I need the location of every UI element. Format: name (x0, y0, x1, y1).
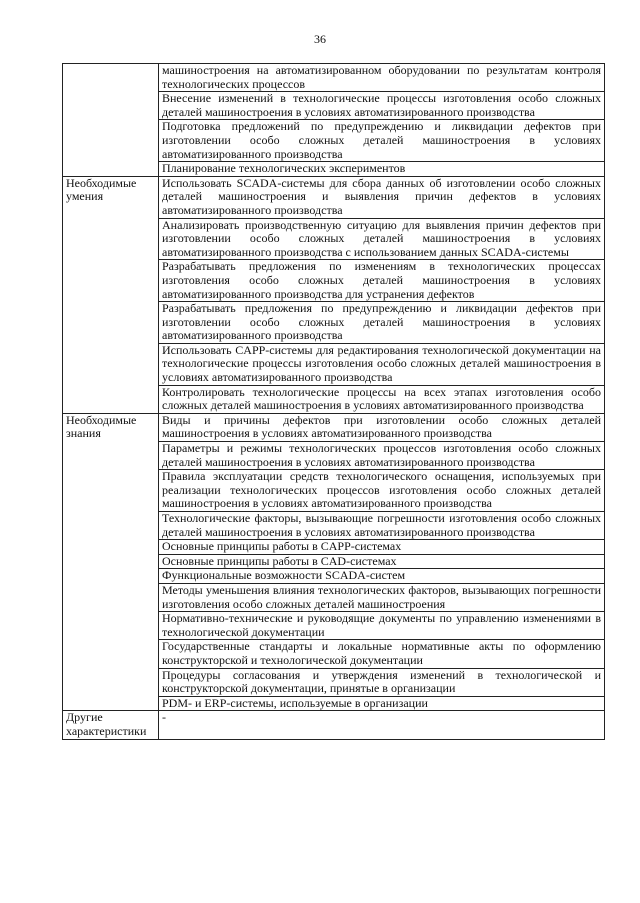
row-text: Подготовка предложений по предупреждению и ликвидации дефектов при изготовлении особо сложных деталей машиностроения в условиях автоматизированного производства (162, 119, 601, 161)
row-text: Разрабатывать предложения по предупреждению и ликвидации дефектов при изготовлении особо сложных деталей машиностроения в условиях автоматизированного производства (162, 301, 601, 343)
row-text: Правила эксплуатации средств технологического оснащения, используемых при реализации технологических процессов изготовления особо сложных деталей машиностроения в условиях автоматизированного производства (162, 469, 601, 511)
row-text-cell (159, 162, 605, 177)
page-number: 36 (314, 32, 326, 46)
table-row (63, 64, 605, 92)
row-text-cell (159, 385, 605, 413)
row-text: Параметры и режимы технологических процессов изготовления особо сложных деталей машиностроения в условиях автоматизированного производства (162, 441, 601, 469)
row-text-cell (159, 260, 605, 302)
row-text: Использовать SCADA-системы для сбора данных об изготовлении особо сложных деталей машиностроения и выявления причин дефектов в условиях автоматизированного производства (162, 175, 601, 217)
row-text: Анализировать производственную ситуацию для выявления причин дефектов при изготовлении особо сложных деталей машиностроения в условиях автоматизированного производства с использованием данных SCADA-системы (162, 217, 601, 259)
row-text: Нормативно-технические и руководящие документы по управлению изменениями в технологической документации (162, 611, 601, 639)
row-text: Функциональные возможности SCADA-систем (162, 568, 406, 583)
table-row (63, 176, 605, 218)
row-text-cell (159, 640, 605, 668)
row-text: Методы уменьшения влияния технологических факторов, вызывающих погрешности изготовления особо сложных деталей машиностроения (162, 582, 601, 611)
row-text-cell (159, 442, 605, 470)
row-label-cell (63, 176, 159, 413)
row-text-cell (159, 64, 605, 92)
row-text-cell (159, 668, 605, 696)
row-text-cell (159, 583, 605, 611)
row-label-cell (63, 64, 159, 177)
row-text-cell (159, 302, 605, 344)
row-text: Разрабатывать предложения по изменениям в технологических процессах изготовления особо сложных деталей машиностроения в условиях автоматизированного производства для устранения дефектов (162, 259, 601, 301)
row-text-cell (159, 540, 605, 555)
row-text-cell (159, 711, 605, 739)
row-text-cell (159, 343, 605, 385)
row-text: PDM- и ERP-системы, используемые в организации (162, 695, 428, 710)
row-text-cell (159, 512, 605, 540)
row-text: Внесение изменений в технологические процессы изготовления особо сложных деталей машиностроения в условиях автоматизированного производства (162, 91, 601, 119)
table-row (63, 413, 605, 441)
row-text: Государственные стандарты и локальные нормативные акты по оформлению конструкторской и технологической документации (162, 639, 601, 667)
row-text-cell (159, 612, 605, 640)
requirements-table (62, 63, 605, 740)
row-label-cell (63, 413, 159, 710)
row-label: Необходимые умения (66, 175, 137, 204)
row-text: Планирование технологических экспериментов (162, 161, 406, 176)
row-text: машиностроения на автоматизированном оборудовании по результатам контроля технологических процессов (162, 63, 601, 91)
row-text-cell (159, 120, 605, 162)
row-text: Процедуры согласования и утверждения изменений в технологической и конструкторской документации, принятые в организации (162, 667, 601, 696)
row-text-cell (159, 554, 605, 569)
row-text: Использовать CAPP-системы для редактирования технологической документации на технологические процессы изготовления особо сложных деталей машиностроения в условиях автоматизированного производства (162, 342, 601, 385)
row-label: Другие характеристики (66, 710, 147, 738)
row-text-cell (159, 92, 605, 120)
table-row (63, 711, 605, 739)
row-text: - (162, 710, 166, 725)
row-text: Виды и причины дефектов при изготовлении особо сложных деталей машиностроения в условиях автоматизированного производства (162, 412, 601, 441)
row-text: Основные принципы работы в CAD-системах (162, 553, 397, 568)
row-text-cell (159, 218, 605, 260)
row-text: Контролировать технологические процессы на всех этапах изготовления особо сложных деталей машиностроения в условиях автоматизированного производства (162, 384, 601, 413)
row-text-cell (159, 696, 605, 711)
row-label-cell (63, 711, 159, 739)
row-text-cell (159, 569, 605, 584)
row-text-cell (159, 470, 605, 512)
row-text-cell (159, 176, 605, 218)
row-text: Основные принципы работы в CAPP-системах (162, 539, 402, 554)
row-label: Необходимые знания (66, 412, 137, 441)
row-text-cell (159, 413, 605, 441)
row-text: Технологические факторы, вызывающие погрешности изготовления особо сложных деталей машиностроения в условиях автоматизированного производства (162, 511, 601, 539)
